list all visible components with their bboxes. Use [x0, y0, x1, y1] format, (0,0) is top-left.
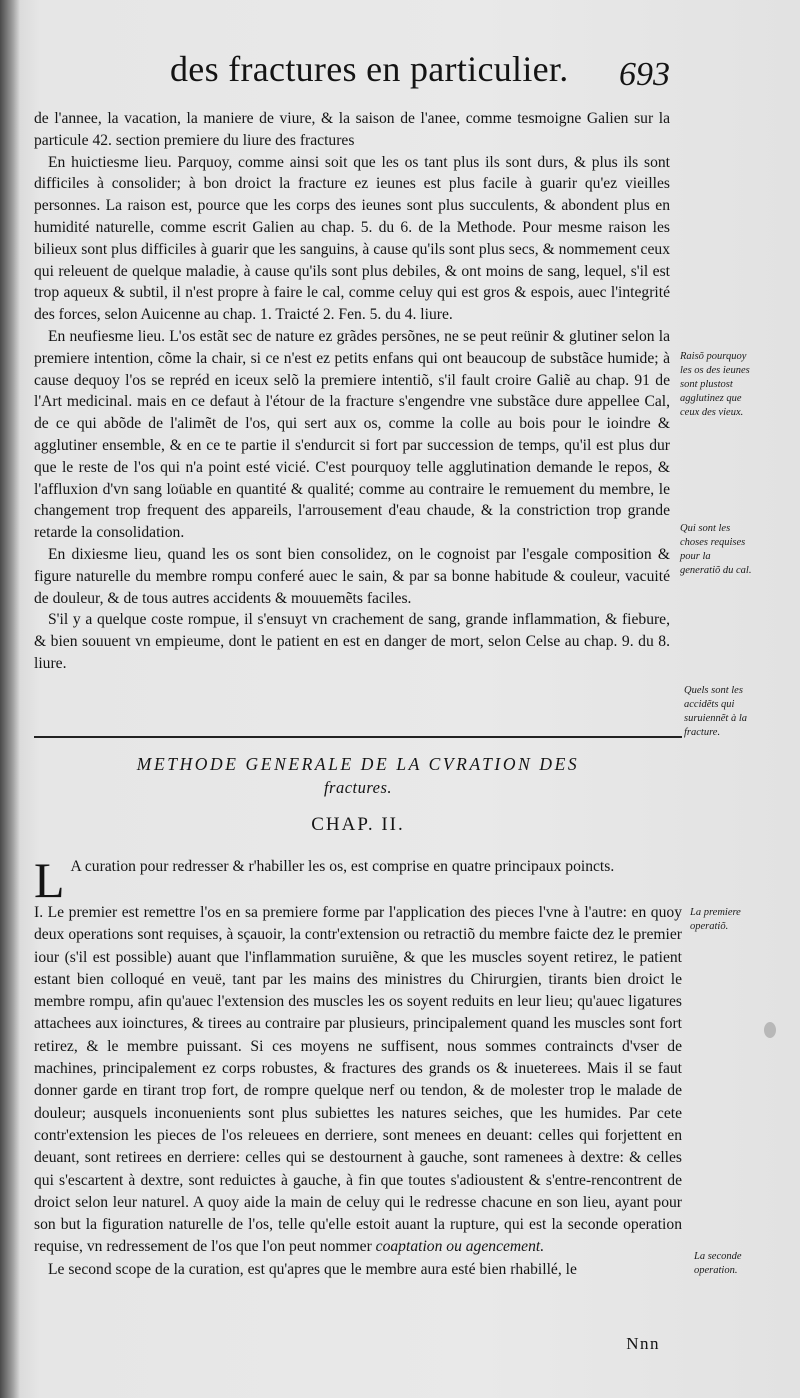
- chapter-heading: CHAP. II.: [311, 814, 405, 835]
- page-header: [170, 48, 670, 108]
- drop-cap: L: [34, 852, 65, 908]
- running-title: des fractures en particulier.: [170, 49, 569, 89]
- paragraph-text: I. Le premier est remettre l'os en sa premiere forme par l'application des pieces l'vne à l'autre: en quoy deux operations sont requises, à sçauoir, la contr'extension ou retractiõ du membre faicte dez le premier iour (s'il est possible) auant que l'inflammation suruiẽne, & que les muscles soyent retirez, le patient estant bien colloqué en veuë, tant par les mains des ministres du Chirurgien, tirants bien droict le membre rompu, afin qu'auec l'extension des muscles les os soyent reduits en leur lieu; qu'auec ligatures attachees aux ioinctures, & tirees au contraire par plusieurs, principalement quand les muscles sont fort retirez, & le membre puissant. Si ces moyens ne suffisent, nous sommes contraincts d'vser de machines, principalement ez corps robustes, & fractures des grands os & inueterees. Mais il se faut donner garde en tirant trop fort, de rompre quelque nerf ou tendon, & de molester trop le malade de douleur; ausquels inconuenients sont plus subiettes les natures seiches, que les humides. Par cete contr'extension les pieces de l'os releuees en derriere, sont menees en deuant: celles qui forjettent en deuant, sont retirees en derriere: celles qui se destournent à gauche, sont ramenees à dextre: & celles qui s'escartent à dextre, sont reduictes à gauche, à fin que toutes s'adioustent & s'entre-rencontrent de droict selon leur naturel. A quoy aide la main de celuy qui le redresse chacune en son lieu, ayant pour son but la figuration naturelle de l'os, telle qu'elle estoit auant la rupture, qui est la seconde operation requise, vn redressement de l'os que l'on peut nommer: [34, 904, 682, 1256]
- paragraph: [34, 902, 682, 1259]
- paragraph: S'il y a quelque coste rompue, il s'ensuyt vn crachement de sang, grande inflammation, & fiebure, & bien souuent vn empieume, dont le patient en est en danger de mort, selon Celse au chap. 9. du 8. liure.: [34, 611, 670, 672]
- main-text-part1: [34, 108, 670, 675]
- section-title: [34, 752, 682, 800]
- margin-note-first-operation: La premiere operatiõ.: [690, 907, 741, 932]
- section-title-line1: METHODE GENERALE DE LA CVRATION DES: [136, 754, 580, 774]
- paragraph: En dixiesme lieu, quand les os sont bien consolidez, on le cognoist par l'esgale composition & figure naturelle du membre rompu conferé auec le sain, & par sa bonne habitude & couleur, vacuité de douleur, & de tous autres accidents & mouuemẽts faciles.: [34, 545, 670, 607]
- main-text-part2: [34, 852, 682, 1281]
- page-binding-shadow: [0, 0, 20, 1398]
- margin-note-callus-youth: Raisõ pourquoy les os des ieunes sont plustost agglutinez que ceux des vieux.: [680, 351, 750, 418]
- italic-term: coaptation ou agencement.: [375, 1238, 545, 1256]
- margin-note-second-operation: La seconde operation.: [694, 1251, 742, 1276]
- margin-note-rib-accidents: Quels sont les accidẽts qui suruiennẽt à la fracture.: [684, 685, 747, 738]
- signature-mark: Nnn: [626, 1334, 660, 1353]
- paper-spot: [764, 1022, 776, 1038]
- paragraph: En huictiesme lieu. Parquoy, comme ainsi soit que les os tant plus ils sont durs, & plus ils sont difficiles à consolider; à bon droict la fracture ez ieunes est plus facile à guarir qu'ez vieilles personnes. La raison est, pource que les corps des ieunes sont plus succulents, & abondent plus en humidité naturelle, comme escrit Galien au chap. 5. du 6. de la Methode. Pour mesme raison les bilieux sont plus difficiles à guarir que les sanguins, à cause qu'ils sont plus secs, & nommement ceux qui releuent de quelque maladie, à cause qu'ils sont plus debiles, & ont moins de sang, lequel, s'il est trop aqueux & subtil, il n'est propre à faire le cal, comme celuy qui est gros & espois, auec l'integrité des forces, selon Auicenne au chap. 1. Traicté 2. Fen. 5. du 4. liure.: [34, 153, 670, 324]
- opening-text: A curation pour redresser & r'habiller les os, est comprise en quatre principaux poincts.: [70, 858, 615, 875]
- opening-paragraph: [34, 852, 682, 908]
- paragraph: Le second scope de la curation, est qu'apres que le membre aura esté bien rhabillé, le: [48, 1260, 577, 1278]
- paragraph: de l'annee, la vacation, la maniere de viure, & la saison de l'anee, comme tesmoigne Galien sur la particule 42. section premiere du liure des fractures: [34, 110, 670, 149]
- margin-note-callus-requirements: Qui sont les choses requises pour la generatiõ du cal.: [680, 523, 752, 576]
- paragraph: En neufiesme lieu. L'os estãt sec de nature ez grãdes persõnes, ne se peut reünir & glutiner selon la premiere intention, cõme la chair, si ce n'est ez petits enfans qui ont beaucoup de substãce humide; à cause dequoy l'os se repréd en iceux selõ la premiere intentiõ, s'il fault croire Galiẽ au chap. 91 de l'Art medicinal. mais en ce defaut à l'étour de la fracture s'engendre vne substãce dure appellee Cal, de ce qui abõde de l'alimẽt de l'os, qui sert aux os, comme la colle au bois pour le ioindre & agglutiner ensemble, & en ce te partie il s'endurcit si fort par succession de temps, qu'il est plus dur que le reste de l'os qui n'a point esté vicié. C'est pourquoy telle agglutination demande le repos, & l'affluxion d'vn sang loüable en quantité & qualité; comme au contraire le remuement du membre, le changement trop frequent des appareils, l'arrousement d'eau chaude, & la constriction trop grande retarde la consolidation.: [34, 327, 670, 542]
- section-divider: [34, 736, 682, 738]
- section-title-line2: fractures.: [323, 778, 393, 797]
- page-number: 693: [619, 56, 670, 93]
